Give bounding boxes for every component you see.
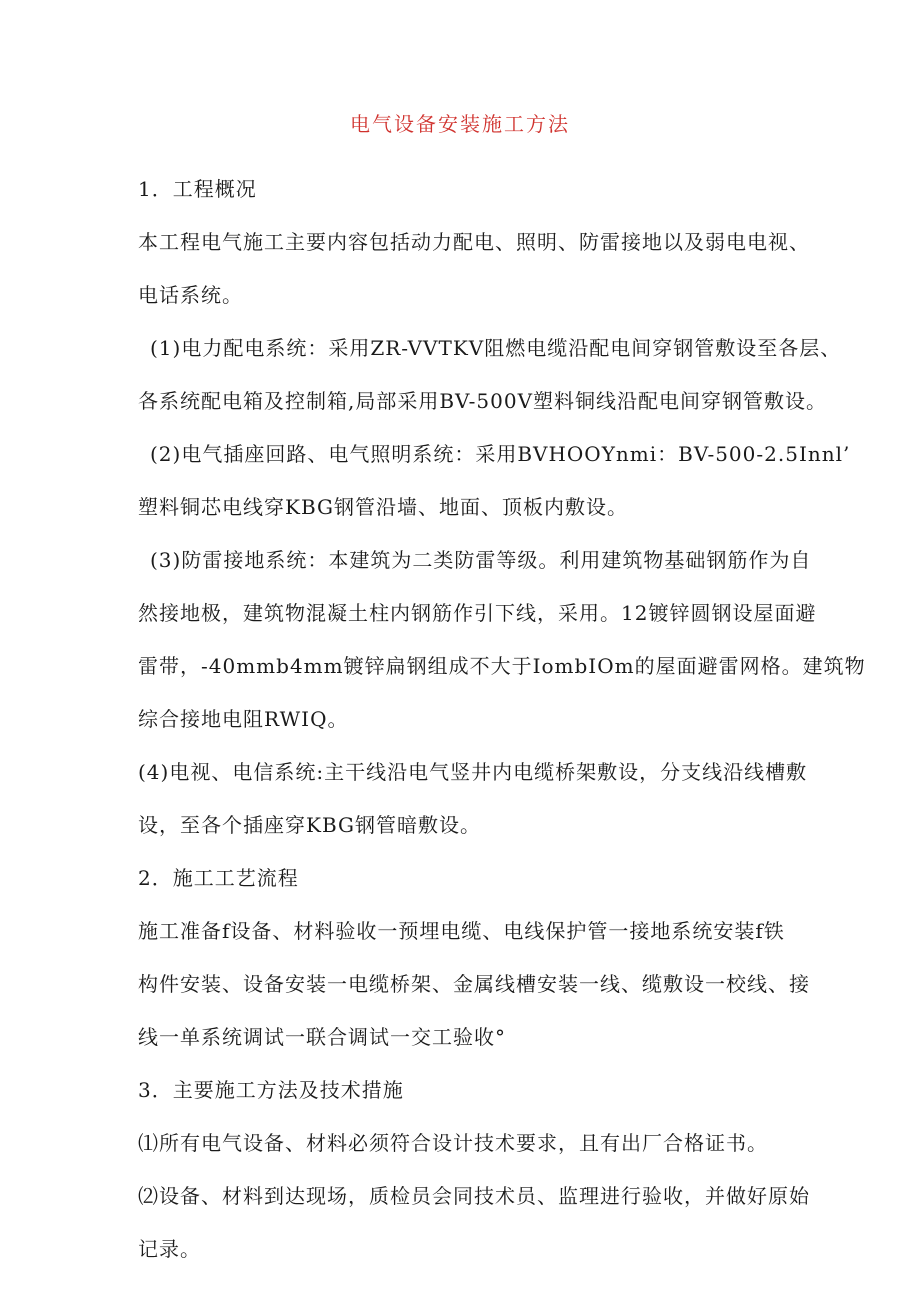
section-heading-process: 2．施工工艺流程 <box>138 866 299 890</box>
paragraph-line: (2)电气插座回路、电气照明系统：采用BVHOOYnmi：BV-500-2.5Innl’ <box>150 442 851 466</box>
paragraph-line: (1)电力配电系统：采用ZR-VVTKV阻燃电缆沿配电间穿钢管敷设至各层、 <box>150 336 842 360</box>
paragraph-line: 设，至各个插座穿KBG钢管暗敷设。 <box>138 813 481 837</box>
paragraph-line: 施工准备f设备、材料验收一预埋电缆、电线保护管一接地系统安装f铁 <box>138 919 785 943</box>
paragraph-line: 综合接地电阻RWIQ。 <box>138 707 349 731</box>
document-body <box>138 170 866 1268</box>
paragraph-line: (4)电视、电信系统:主干线沿电气竖井内电缆桥架敷设，分支线沿线槽敷 <box>138 760 808 784</box>
document-title: 电气设备安装施工方法 <box>350 112 570 136</box>
paragraph-line: 线一单系统调试一联合调试一交工验收° <box>138 1025 506 1049</box>
paragraph-line: 电话系统。 <box>138 283 243 307</box>
paragraph-line: ⑵设备、材料到达现场，质检员会同技术员、监理进行验收，并做好原始 <box>138 1184 810 1208</box>
paragraph-line: 然接地极，建筑物混凝土柱内钢筋作引下线，采用。12镀锌圆钢设屋面避 <box>138 601 817 625</box>
paragraph-line: ⑴所有电气设备、材料必须符合设计技术要求，且有出厂合格证书。 <box>138 1131 768 1155</box>
section-heading-methods: 3．主要施工方法及技术措施 <box>138 1078 404 1102</box>
paragraph-line: (3)防雷接地系统：本建筑为二类防雷等级。利用建筑物基础钢筋作为自 <box>150 548 812 572</box>
section-heading-overview: 1．工程概况 <box>138 177 257 201</box>
paragraph-line: 各系统配电箱及控制箱,局部采用BV-500V塑料铜线沿配电间穿钢管敷设。 <box>138 389 828 413</box>
paragraph-line: 雷带，-40mmb4mm镀锌扁钢组成不大于IombIOm的屋面避雷网格。建筑物 <box>138 654 866 678</box>
paragraph-line: 构件安装、设备安装一电缆桥架、金属线槽安装一线、缆敷设一校线、接 <box>138 972 810 996</box>
paragraph-line: 塑料铜芯电线穿KBG钢管沿墙、地面、顶板内敷设。 <box>138 495 628 519</box>
paragraph-line: 本工程电气施工主要内容包括动力配电、照明、防雷接地以及弱电电视、 <box>138 230 810 254</box>
paragraph-line: 记录。 <box>138 1237 201 1261</box>
